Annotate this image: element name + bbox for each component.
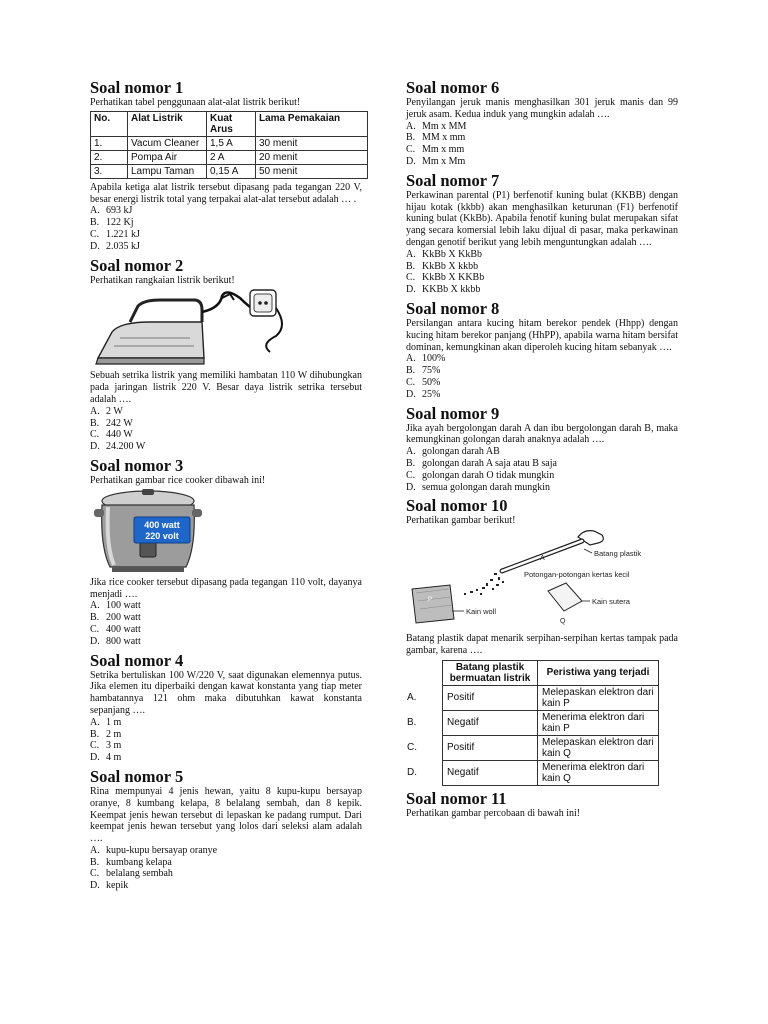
option-letter: A. bbox=[406, 248, 416, 260]
option-letter: B. bbox=[90, 856, 100, 868]
question-5 bbox=[90, 767, 362, 892]
options-list bbox=[406, 446, 678, 493]
option-text: 4 m bbox=[106, 752, 122, 764]
option-d[interactable] bbox=[90, 636, 362, 648]
table-row[interactable] bbox=[406, 760, 659, 785]
question-title: Soal nomor 10 bbox=[406, 496, 508, 516]
option-d[interactable] bbox=[406, 389, 678, 401]
question-2 bbox=[90, 256, 362, 453]
table-cell: Melepaskan elektron dari kain Q bbox=[538, 735, 659, 760]
table-cell: 2. bbox=[91, 150, 128, 164]
option-text: KKBb X kkbb bbox=[422, 284, 481, 296]
question-title: Soal nomor 5 bbox=[90, 766, 184, 786]
appliance-table bbox=[90, 111, 368, 179]
option-text: 75% bbox=[422, 365, 441, 377]
option-letter: C. bbox=[406, 469, 416, 481]
option-a[interactable] bbox=[90, 205, 362, 217]
option-a[interactable] bbox=[90, 717, 362, 729]
table-row[interactable] bbox=[406, 710, 659, 735]
question-text: Rina mempunyai 4 jenis hewan, yaitu 8 kupu-kupu bersayap oranye, 8 kumbang kelapa, 8 belalang sembah, dan 8 kepik. Keempat jenis hewan tersebut di lepaskan ke padang rumput. Dari keempat jenis hewan tersebut yang lolos dari seleksi alam adalah …. bbox=[90, 785, 362, 845]
option-a[interactable] bbox=[90, 406, 362, 418]
option-letter: A. bbox=[406, 446, 416, 458]
table-cell: 30 menit bbox=[256, 136, 368, 150]
option-letter: B. bbox=[90, 612, 100, 624]
option-text: Mm x MM bbox=[422, 120, 467, 132]
question-title: Soal nomor 9 bbox=[406, 403, 500, 423]
options-list bbox=[90, 600, 362, 647]
table-cell: Melepaskan elektron dari kain P bbox=[538, 685, 659, 710]
option-text: 24.200 W bbox=[106, 441, 146, 453]
option-c[interactable] bbox=[406, 144, 678, 156]
table-cell: Lampu Taman bbox=[128, 164, 207, 178]
label-q: Q bbox=[560, 618, 566, 626]
option-text: 100% bbox=[422, 353, 446, 365]
table-header: Lama Pemakaian bbox=[256, 111, 368, 136]
option-letter: B. bbox=[406, 132, 416, 144]
options-list bbox=[90, 406, 362, 453]
option-text: 400 watt bbox=[106, 623, 141, 635]
option-letter: D. bbox=[406, 284, 416, 296]
question-intro: Perhatikan gambar percobaan di bawah ini! bbox=[406, 807, 581, 819]
question-title: Soal nomor 8 bbox=[406, 298, 500, 318]
option-c[interactable] bbox=[90, 740, 362, 752]
table-cell: Positif bbox=[443, 685, 538, 710]
option-a[interactable] bbox=[406, 121, 678, 133]
option-b[interactable] bbox=[406, 132, 678, 144]
table-cell: Menerima elektron dari kain Q bbox=[538, 760, 659, 785]
option-b[interactable] bbox=[406, 261, 678, 273]
option-letter: B. bbox=[90, 417, 100, 429]
table-row[interactable] bbox=[406, 685, 659, 710]
table-cell: Positif bbox=[443, 735, 538, 760]
option-letter: C. bbox=[406, 376, 416, 388]
option-letter: C. bbox=[90, 228, 100, 240]
table-header: Peristiwa yang terjadi bbox=[538, 660, 659, 685]
option-text: KkBb X kkbb bbox=[422, 260, 479, 272]
rice-cooker-illustration bbox=[90, 487, 362, 577]
option-c[interactable] bbox=[90, 868, 362, 880]
table-row bbox=[91, 164, 368, 178]
question-10 bbox=[406, 496, 678, 785]
option-text: 2 m bbox=[106, 728, 122, 740]
option-d[interactable] bbox=[90, 441, 362, 453]
question-intro: Perhatikan gambar berikut! bbox=[406, 515, 516, 527]
option-text: 50% bbox=[422, 376, 441, 388]
option-letter: B. bbox=[90, 728, 100, 740]
option-b[interactable] bbox=[90, 418, 362, 430]
option-text: belalang sembah bbox=[106, 868, 173, 880]
table-header: No. bbox=[91, 111, 128, 136]
table-cell: 2 A bbox=[207, 150, 256, 164]
option-text: 242 W bbox=[106, 417, 133, 429]
question-text: Perkawinan parental (P1) berfenotif kuning bulat (KKBB) dengan hijau kotak (kkbb) akan menghasilkan keturunan (F1) berfenotif kuning bulat (KkBb). Apabila fenotif kuning bulat merupakan sifat yang secara komersial lebih laku dijual di pasar, maka perkawinan dengan genotif berikut yang lebih menguntungkan adalah …. bbox=[406, 189, 678, 248]
static-electricity-figure bbox=[406, 527, 678, 633]
option-text: golongan darah AB bbox=[422, 446, 500, 458]
option-text: KkBb X KKBb bbox=[422, 272, 485, 284]
question-text: Setrika bertuliskan 100 W/220 V, saat digunakan elemennya putus. Jika elemen itu diperbaiki dengan kawat konstanta yang tiap meter hambatannya 121 ohm maka dibutuhkan kawat konstanta sepanjang …. bbox=[90, 669, 362, 716]
table-header: Batang plastik bermuatan listrik bbox=[443, 660, 538, 685]
question-text: Jika ayah bergolongan darah A dan ibu bergolongan darah B, maka kemungkinan golongan darah anaknya adalah …. bbox=[406, 422, 678, 446]
table-cell: 20 menit bbox=[256, 150, 368, 164]
question-intro: Perhatikan gambar rice cooker dibawah ini! bbox=[90, 474, 266, 486]
question-intro: Perhatikan tabel penggunaan alat-alat listrik berikut! bbox=[90, 97, 301, 108]
option-letter: B. bbox=[406, 365, 416, 377]
option-d[interactable] bbox=[90, 880, 362, 892]
option-letter: C. bbox=[90, 868, 100, 880]
label-a: A bbox=[540, 555, 545, 563]
option-text: Mm x Mm bbox=[422, 155, 466, 167]
option-text: 1.221 kJ bbox=[106, 228, 140, 240]
option-letter: B. bbox=[90, 217, 100, 229]
question-text: Batang plastik dapat menarik serpihan-serpihan kertas tampak pada gambar, karena …. bbox=[406, 633, 678, 656]
option-text: kumbang kelapa bbox=[106, 856, 172, 868]
option-text: 800 watt bbox=[106, 635, 141, 647]
question-8 bbox=[406, 299, 678, 401]
label-paper: Potongan-potongan kertas kecil bbox=[524, 570, 630, 580]
option-text: semua golongan darah mungkin bbox=[422, 481, 551, 493]
paper-bits bbox=[464, 573, 504, 595]
option-letter: A. bbox=[90, 405, 100, 417]
option-b[interactable] bbox=[90, 217, 362, 229]
option-letter: D. bbox=[90, 441, 100, 453]
options-list bbox=[406, 121, 678, 168]
question-4 bbox=[90, 651, 362, 764]
question-text: Apabila ketiga alat listrik tersebut dipasang pada tegangan 220 V, besar energi listrik total yang terpakai alat-alat tersebut adalah … . bbox=[90, 181, 362, 205]
option-letter: A. bbox=[90, 844, 100, 856]
iron-figure bbox=[90, 286, 362, 370]
right-column bbox=[406, 78, 678, 823]
option-a[interactable] bbox=[90, 600, 362, 612]
question-title: Soal nomor 7 bbox=[406, 170, 500, 190]
option-letter: D. bbox=[90, 752, 100, 764]
option-c[interactable] bbox=[90, 624, 362, 636]
table-header-row bbox=[406, 660, 659, 685]
question-9 bbox=[406, 404, 678, 494]
option-text: 2.035 kJ bbox=[106, 240, 140, 252]
option-c[interactable] bbox=[90, 229, 362, 241]
option-letter: A. bbox=[90, 205, 100, 217]
answer-table bbox=[406, 660, 659, 786]
options-list bbox=[90, 717, 362, 764]
question-title: Soal nomor 1 bbox=[90, 78, 184, 97]
table-cell: Pompa Air bbox=[128, 150, 207, 164]
option-text: 122 Kj bbox=[106, 217, 134, 229]
option-letter: C. bbox=[90, 623, 100, 635]
left-column bbox=[90, 78, 362, 895]
option-a[interactable] bbox=[90, 845, 362, 857]
question-11 bbox=[406, 789, 678, 820]
option-c[interactable] bbox=[90, 429, 362, 441]
options-list bbox=[90, 845, 362, 892]
option-c[interactable] bbox=[406, 377, 678, 389]
option-letter: D. bbox=[90, 880, 100, 892]
options-list bbox=[406, 249, 678, 296]
option-text: MM x mm bbox=[422, 132, 466, 144]
question-intro: Perhatikan rangkaian listrik berikut! bbox=[90, 274, 235, 286]
table-cell: 1. bbox=[91, 136, 128, 150]
row-letter: A. bbox=[407, 692, 417, 704]
table-header: Kuat Arus bbox=[207, 111, 256, 136]
option-a[interactable] bbox=[406, 446, 678, 458]
option-d[interactable] bbox=[406, 482, 678, 494]
label-rod: Batang plastik bbox=[594, 549, 642, 559]
option-letter: D. bbox=[406, 481, 416, 493]
option-text: 100 watt bbox=[106, 600, 141, 612]
option-text: 3 m bbox=[106, 740, 122, 752]
options-list bbox=[90, 205, 362, 252]
iron-circuit-illustration bbox=[90, 286, 362, 370]
option-text: 1 m bbox=[106, 716, 122, 728]
option-letter: B. bbox=[406, 457, 416, 469]
option-a[interactable] bbox=[406, 353, 678, 365]
option-a[interactable] bbox=[406, 249, 678, 261]
option-text: 440 W bbox=[106, 429, 133, 441]
question-3 bbox=[90, 456, 362, 648]
row-letter: C. bbox=[407, 742, 417, 754]
option-d[interactable] bbox=[406, 284, 678, 296]
question-title: Soal nomor 3 bbox=[90, 455, 184, 475]
option-letter: A. bbox=[90, 600, 100, 612]
table-cell: Menerima elektron dari kain P bbox=[538, 710, 659, 735]
option-letter: D. bbox=[90, 635, 100, 647]
table-row bbox=[91, 150, 368, 164]
option-letter: D. bbox=[406, 155, 416, 167]
question-text: Persilangan antara kucing hitam berekor pendek (Hhpp) dengan kucing hitam berekor panjang (HhPP), apabila warna hitam bersifat dominan, kemungkinan akan diperoleh kucing hitam sebanyak …. bbox=[406, 317, 678, 353]
table-header: Alat Listrik bbox=[128, 111, 207, 136]
question-1 bbox=[90, 78, 362, 253]
table-cell: 0,15 A bbox=[207, 164, 256, 178]
option-letter: B. bbox=[406, 260, 416, 272]
wattage-label: 400 watt bbox=[144, 519, 180, 530]
option-b[interactable] bbox=[406, 365, 678, 377]
option-text: golongan darah A saja atau B saja bbox=[422, 457, 557, 469]
table-cell: 3. bbox=[91, 164, 128, 178]
question-title: Soal nomor 11 bbox=[406, 788, 507, 808]
option-d[interactable] bbox=[406, 156, 678, 168]
option-text: 2 W bbox=[106, 405, 123, 417]
table-cell: Vacum Cleaner bbox=[128, 136, 207, 150]
label-silk: Kain sutera bbox=[592, 597, 630, 607]
table-header-row bbox=[91, 111, 368, 136]
option-text: golongan darah O tidak mungkin bbox=[422, 469, 555, 481]
option-c[interactable] bbox=[406, 470, 678, 482]
question-7 bbox=[406, 171, 678, 296]
option-text: 25% bbox=[422, 388, 441, 400]
option-text: 200 watt bbox=[106, 612, 141, 624]
table-row[interactable] bbox=[406, 735, 659, 760]
question-title: Soal nomor 4 bbox=[90, 650, 184, 670]
option-text: KkBb X KkBb bbox=[422, 248, 483, 260]
question-6 bbox=[406, 78, 678, 168]
label-p: P bbox=[428, 597, 433, 604]
option-letter: A. bbox=[406, 353, 416, 365]
option-b[interactable] bbox=[90, 612, 362, 624]
voltage-label: 220 volt bbox=[145, 530, 179, 541]
rice-cooker-figure bbox=[90, 487, 362, 577]
option-d[interactable] bbox=[90, 241, 362, 253]
row-letter: D. bbox=[407, 767, 417, 779]
option-letter: A. bbox=[90, 716, 100, 728]
option-c[interactable] bbox=[406, 272, 678, 284]
table-cell: Negatif bbox=[443, 710, 538, 735]
option-letter: C. bbox=[406, 144, 416, 156]
question-text: Jika rice cooker tersebut dipasang pada tegangan 110 volt, dayanya menjadi …. bbox=[90, 576, 362, 600]
option-b[interactable] bbox=[90, 729, 362, 741]
option-b[interactable] bbox=[406, 458, 678, 470]
table-cell: 50 menit bbox=[256, 164, 368, 178]
option-text: Mm x mm bbox=[422, 144, 465, 156]
question-text: Sebuah setrika listrik yang memiliki hambatan 110 W dihubungkan pada jaringan listrik 220 V. Besar daya listrik setrika tersebut adalah …. bbox=[90, 370, 362, 405]
option-letter: D. bbox=[406, 388, 416, 400]
option-text: 693 kJ bbox=[106, 205, 133, 217]
label-wool: Kain woll bbox=[466, 607, 497, 617]
option-d[interactable] bbox=[90, 752, 362, 764]
table-row bbox=[91, 136, 368, 150]
table-cell: Negatif bbox=[443, 760, 538, 785]
option-letter: C. bbox=[90, 429, 100, 441]
option-letter: C. bbox=[406, 272, 416, 284]
plastic-rod-illustration bbox=[406, 527, 678, 633]
question-text: Penyilangan jeruk manis menghasilkan 301 jeruk manis dan 99 jeruk asam. Kedua induk yang mungkin adalah …. bbox=[406, 97, 678, 120]
option-text: kepik bbox=[106, 880, 129, 892]
option-letter: D. bbox=[90, 240, 100, 252]
table-cell: 1,5 A bbox=[207, 136, 256, 150]
question-title: Soal nomor 2 bbox=[90, 255, 184, 275]
option-b[interactable] bbox=[90, 857, 362, 869]
option-letter: C. bbox=[90, 740, 100, 752]
option-letter: A. bbox=[406, 120, 416, 132]
options-list bbox=[406, 353, 678, 400]
row-letter: B. bbox=[407, 717, 417, 729]
option-text: kupu-kupu bersayap oranye bbox=[106, 844, 218, 856]
question-title: Soal nomor 6 bbox=[406, 78, 500, 97]
